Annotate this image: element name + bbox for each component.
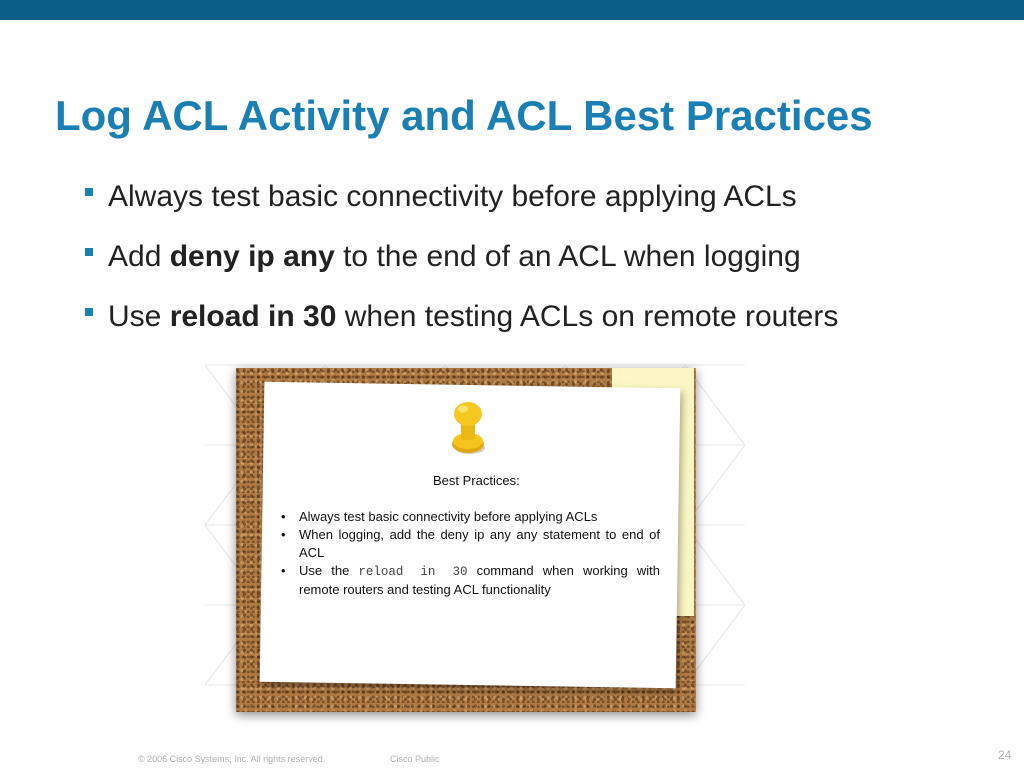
bullet-text-bold: reload in 30 bbox=[169, 300, 337, 333]
note-item-text: Use the bbox=[299, 563, 359, 578]
footer-copyright: © 2006 Cisco Systems, Inc. All rights reserved. bbox=[138, 754, 326, 764]
bullet-text bbox=[108, 176, 797, 218]
top-header-bar bbox=[0, 0, 1024, 20]
note-item-code: reload in 30 bbox=[358, 565, 468, 579]
square-bullet-icon bbox=[85, 188, 93, 196]
bullet-text-bold: deny ip any bbox=[169, 240, 335, 273]
bullet-text-plain: to the end of an ACL when logging bbox=[334, 240, 801, 273]
bullet-text-plain: Add bbox=[108, 240, 170, 273]
note-heading: Best Practices: bbox=[433, 473, 520, 488]
note-bullet-marker: • bbox=[281, 509, 286, 524]
note-list-item bbox=[280, 562, 660, 599]
note-item-text: When logging, add the deny ip any any statement to end of ACL bbox=[299, 527, 660, 560]
bullet-text-plain: Use bbox=[108, 300, 170, 333]
note-bullet-marker: • bbox=[281, 527, 286, 542]
slide-title: Log ACL Activity and ACL Best Practices bbox=[55, 92, 873, 139]
note-item-text: command when working with remote routers and testing ACL functionality bbox=[299, 563, 660, 597]
bullet-text-plain: when testing ACLs on remote routers bbox=[336, 300, 839, 333]
note-list-item bbox=[280, 508, 660, 526]
note-bullet-marker: • bbox=[281, 563, 286, 578]
note-list-item bbox=[280, 526, 660, 562]
note-bullet-list bbox=[280, 508, 660, 599]
pushpin-icon bbox=[444, 398, 494, 456]
page-number: 24 bbox=[998, 748, 1012, 762]
bullet-text-plain: Always test basic connectivity before applying ACLs bbox=[108, 180, 797, 213]
note-item-text: Always test basic connectivity before applying ACLs bbox=[299, 509, 598, 524]
bullet-text bbox=[108, 236, 801, 278]
square-bullet-icon bbox=[85, 308, 93, 316]
square-bullet-icon bbox=[85, 248, 93, 256]
bullet-text bbox=[108, 296, 838, 338]
footer-classification: Cisco Public bbox=[390, 754, 440, 764]
